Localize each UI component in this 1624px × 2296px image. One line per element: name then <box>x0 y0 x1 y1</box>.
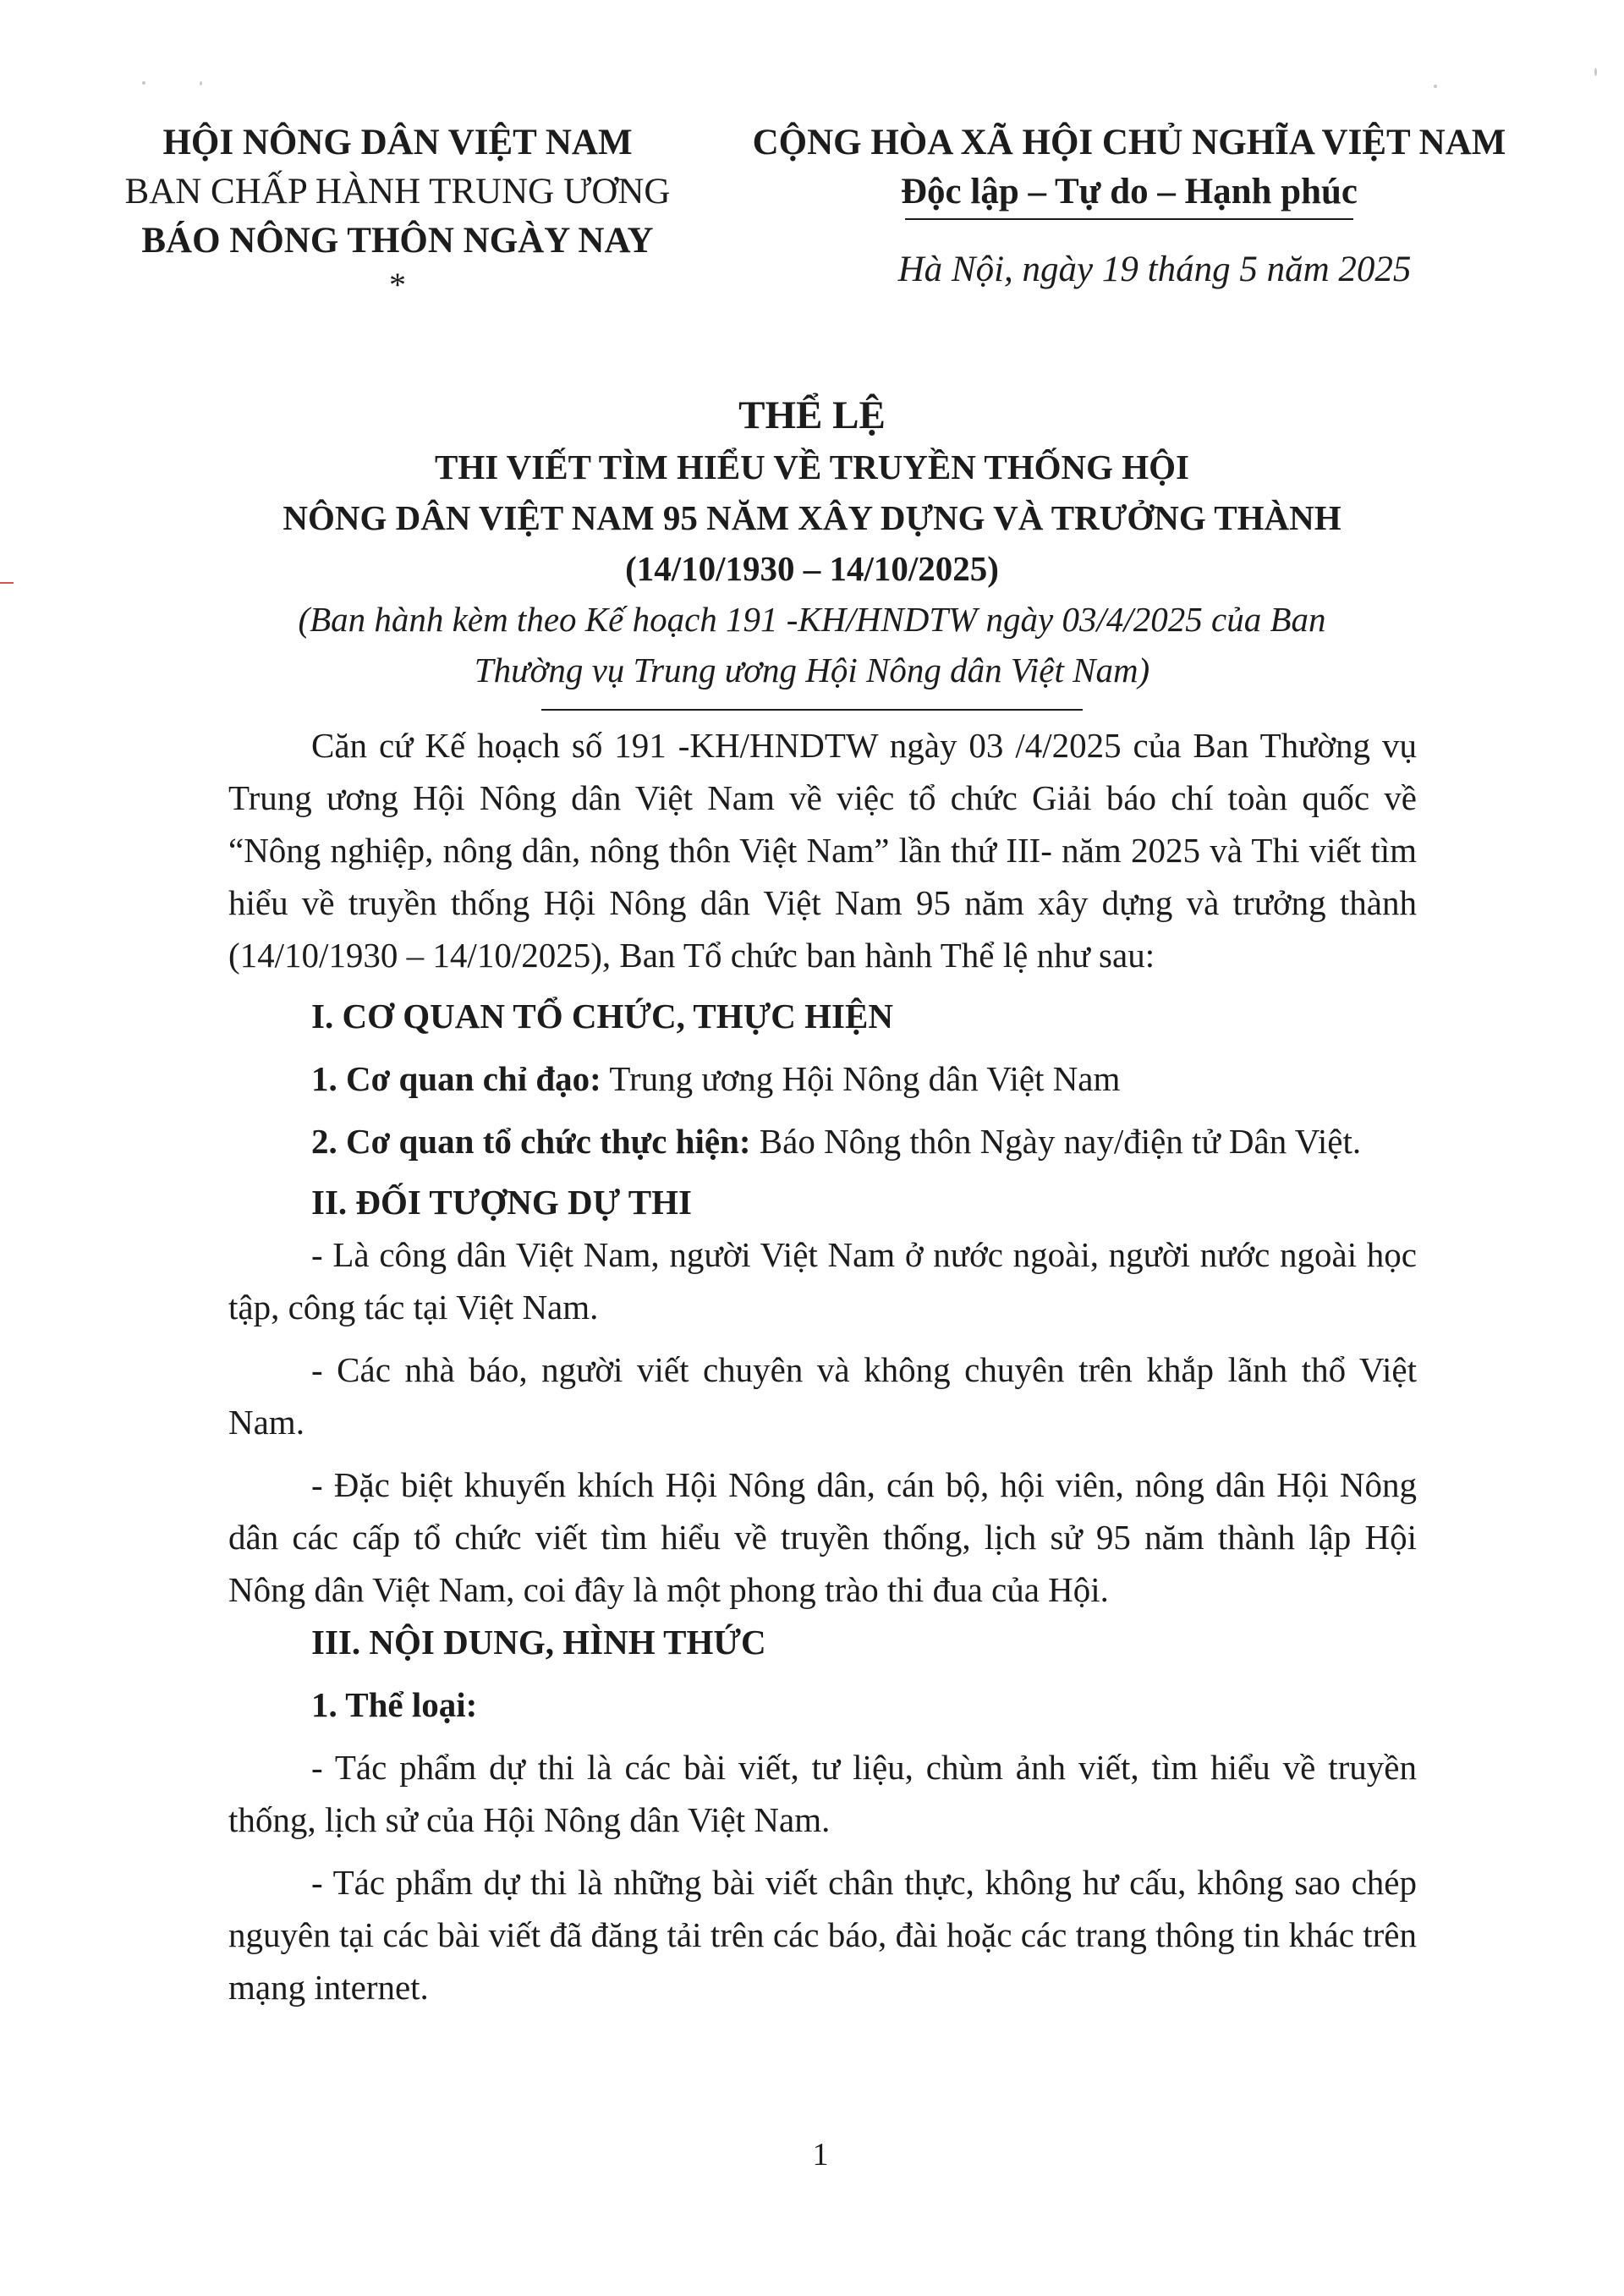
org-name-line2: BAN CHẤP HÀNH TRUNG ƯƠNG <box>124 172 671 211</box>
item-label: 1. Cơ quan chỉ đạo: <box>311 1059 601 1098</box>
item-text: Báo Nông thôn Ngày nay/điện tử Dân Việt. <box>750 1122 1362 1161</box>
section-2-paragraph-1: - Là công dân Việt Nam, người Việt Nam ở nước ngoài, người nước ngoài học tập, công tác tại Việt Nam. <box>228 1235 1417 1327</box>
item-label: 2. Cơ quan tổ chức thực hiện: <box>311 1122 751 1161</box>
item-text: Trung ương Hội Nông dân Việt Nam <box>601 1059 1121 1098</box>
document-title: THỂ LỆ <box>738 393 886 437</box>
document-body <box>228 719 1417 2013</box>
section-1-heading: I. CƠ QUAN TỔ CHỨC, THỰC HIỆN <box>311 997 893 1035</box>
national-header <box>723 118 1535 294</box>
nation-name: CỘNG HÒA XÃ HỘI CHỦ NGHĨA VIỆT NAM <box>752 123 1506 162</box>
issuing-organization <box>102 118 694 305</box>
section-2-heading: II. ĐỐI TƯỢNG DỰ THI <box>311 1183 692 1222</box>
title-line2: NÔNG DÂN VIỆT NAM 95 NĂM XÂY DỰNG VÀ TRƯỞNG THÀNH <box>283 498 1341 537</box>
section-1-item-2 <box>228 1115 1417 1167</box>
section-3-paragraph-1: - Tác phẩm dự thi là các bài viết, tư liệu, chùm ảnh viết, tìm hiểu về truyền thống, lịch sử của Hội Nông dân Việt Nam. <box>228 1748 1417 1839</box>
org-star: * <box>389 266 406 304</box>
scan-speck <box>1434 85 1437 88</box>
title-note-line2: Thường vụ Trung ương Hội Nông dân Việt Nam) <box>474 651 1150 689</box>
page-number: 1 <box>812 2137 829 2172</box>
section-2-paragraph-3: - Đặc biệt khuyến khích Hội Nông dân, cán bộ, hội viên, nông dân Hội Nông dân các cấp tổ chức viết tìm hiểu về truyền thống, lịch sử 95 năm thành lập Hội Nông dân Việt Nam, coi đây là một phong trào thi đua của Hội. <box>228 1465 1417 1609</box>
scan-mark <box>0 582 14 584</box>
org-name-line1: HỘI NÔNG DÂN VIỆT NAM <box>162 123 633 162</box>
motto-underline <box>905 218 1353 220</box>
scan-speck <box>142 81 145 85</box>
issue-date: Hà Nội, ngày 19 tháng 5 năm 2025 <box>897 250 1412 289</box>
national-motto: Độc lập – Tự do – Hạnh phúc <box>901 172 1358 211</box>
section-3-paragraph-2: - Tác phẩm dự thi là những bài viết chân thực, không hư cấu, không sao chép nguyên tại các bài viết đã đăng tải trên các báo, đài hoặc các trang thông tin khác trên mạng internet. <box>228 1863 1417 2007</box>
section-2-paragraph-2: - Các nhà báo, người viết chuyên và không chuyên trên khắp lãnh thổ Việt Nam. <box>228 1350 1417 1442</box>
motto-block <box>901 168 1358 220</box>
title-dates: (14/10/1930 – 14/10/2025) <box>625 549 999 588</box>
org-name-line3: BÁO NÔNG THÔN NGÀY NAY <box>141 221 654 261</box>
title-line1: THI VIẾT TÌM HIỂU VỀ TRUYỀN THỐNG HỘI <box>434 448 1189 486</box>
intro-paragraph: Căn cứ Kế hoạch số 191 -KH/HNDTW ngày 03 /4/2025 của Ban Thường vụ Trung ương Hội Nông dân Việt Nam về việc tổ chức Giải báo chí toàn quốc về “Nông nghiệp, nông dân, nông thôn Việt Nam” lần thứ III- năm 2025 và Thi viết tìm hiểu về truyền thống Hội Nông dân Việt Nam 95 năm xây dựng và trưởng thành (14/10/1930 – 14/10/2025), Ban Tổ chức ban hành Thể lệ như sau: <box>228 726 1417 975</box>
scan-speck <box>200 81 202 85</box>
section-3-subheading-1: 1. Thể loại: <box>311 1685 478 1724</box>
title-divider <box>541 709 1083 711</box>
document-title-block <box>144 389 1480 711</box>
title-note-line1: (Ban hành kèm theo Kế hoạch 191 -KH/HNDTW ngày 03/4/2025 của Ban <box>298 600 1326 639</box>
scan-speck <box>1594 68 1597 76</box>
section-3-heading: III. NỘI DUNG, HÌNH THỨC <box>311 1623 766 1662</box>
section-1-item-1 <box>228 1052 1417 1105</box>
